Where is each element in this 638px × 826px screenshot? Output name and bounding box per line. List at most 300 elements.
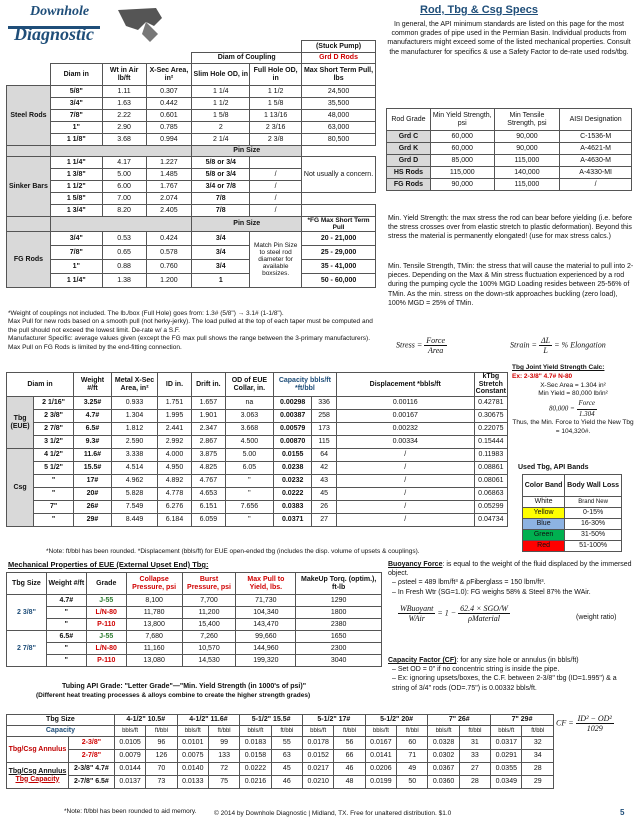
table-cell: 15,400 xyxy=(182,619,236,631)
table-cell: 63 xyxy=(271,750,302,763)
table-cell: 3/4" xyxy=(50,98,102,110)
rod-grade-table xyxy=(386,108,632,191)
table-cell: 11.6# xyxy=(73,449,111,462)
table-cell: 115,000 xyxy=(494,155,560,167)
rod-note: Manufacturer Specific: average values given (except the FG max pull shows the range between the 3-primary manufacturers). Max Pull on FG Rods is limited by the end-fitting connection. xyxy=(8,335,371,351)
table-cell: 5 1/2" xyxy=(34,462,74,475)
table-cell: 0.04734 xyxy=(474,514,507,527)
cap-sub-header: ft/bbl xyxy=(522,726,554,737)
table-cell: 3/4" xyxy=(50,232,102,246)
grade-note: Tubing API Grade: "Letter Grade"—"Min. Yield Strength (in 1000's of psi)" xyxy=(62,683,307,690)
cap-sub-header: bbls/ft xyxy=(114,726,145,737)
stretch-calc-lhs: 80,000 = xyxy=(549,404,575,413)
rod-header: Max Short Term Pull, lbs xyxy=(302,64,376,86)
table-cell: 0.42781 xyxy=(474,397,507,410)
page-title: Rod, Tbg & Csg Specs xyxy=(420,4,538,16)
pipe-type-label: Csg xyxy=(7,449,34,527)
table-cell: 2-3/8" xyxy=(68,737,114,750)
table-cell: " xyxy=(46,643,86,655)
table-cell: FG Rods xyxy=(387,179,431,191)
mech-table xyxy=(6,572,382,667)
stretch-area: 1.304 xyxy=(578,409,595,418)
table-cell: 90,000 xyxy=(494,131,560,143)
table-row xyxy=(387,143,632,155)
capacity-note: *Note: ft/bbl has been rounded to aid memory. xyxy=(64,808,197,815)
mech-header: Tbg Size xyxy=(7,573,47,595)
table-cell: 4.825 xyxy=(191,462,225,475)
api-bands-title: Used Tbg, API Bands xyxy=(518,464,589,471)
buoyancy-def: : is equal to the weight of the fluid displaced by the immersed object. xyxy=(388,561,632,578)
table-cell: 1650 xyxy=(296,631,382,643)
table-cell: 1290 xyxy=(296,595,382,607)
table-cell: 1 1/2" xyxy=(50,181,102,193)
table-cell: 0.0216 xyxy=(240,776,271,789)
rod-header: X-Sec Area, in² xyxy=(146,64,192,86)
table-cell: 31 xyxy=(459,737,490,750)
table-cell: 29# xyxy=(73,514,111,527)
table-row xyxy=(7,157,376,169)
table-cell: 0.30675 xyxy=(474,410,507,423)
tbg-header: Weight #/ft xyxy=(73,373,111,397)
table-row xyxy=(7,193,376,205)
table-cell: 0.760 xyxy=(146,260,192,274)
table-cell: 99,660 xyxy=(236,631,296,643)
table-row xyxy=(7,423,508,436)
table-cell: 26# xyxy=(73,501,111,514)
table-cell: 1.485 xyxy=(146,169,192,181)
table-cell: J-55 xyxy=(86,631,126,643)
cap-col-header: 4-1/2" 10.5# xyxy=(114,715,177,726)
table-cell: 1.901 xyxy=(191,410,225,423)
table-cell: 13,080 xyxy=(126,655,182,667)
table-cell: 63,000 xyxy=(302,122,376,134)
table-cell: 0.11983 xyxy=(474,449,507,462)
cap-col-header: 5-1/2" 15.5# xyxy=(240,715,303,726)
fg-rods-label: FG Rods xyxy=(7,232,51,288)
table-cell: 32 xyxy=(522,737,554,750)
table-cell: 1.767 xyxy=(146,181,192,193)
table-cell: 1 1/2 xyxy=(192,98,250,110)
table-cell: 199,320 xyxy=(236,655,296,667)
table-row xyxy=(7,246,376,260)
tbg-header: Drift in. xyxy=(191,373,225,397)
table-cell: 3/4 or 7/8 xyxy=(192,181,250,193)
table-cell: 17# xyxy=(73,475,111,488)
table-cell: 4.514 xyxy=(112,462,158,475)
table-row xyxy=(7,619,382,631)
cf-lhs: CF = xyxy=(556,718,574,728)
stuck-pump-label: (Stuck Pump) xyxy=(302,41,376,53)
table-cell: 0.00167 xyxy=(336,410,474,423)
cf-title: Capacity Factor (CF) xyxy=(388,657,457,664)
table-cell: 20 - 21,000 xyxy=(302,232,376,246)
table-cell: 2.441 xyxy=(158,423,192,436)
table-cell: L/N-80 xyxy=(86,643,126,655)
table-cell: 4.892 xyxy=(158,475,192,488)
tbg-size-label: 2 3/8" xyxy=(7,595,47,631)
table-cell: 0.53 xyxy=(102,232,146,246)
table-cell: 34 xyxy=(522,750,554,763)
table-cell: 90,000 xyxy=(494,143,560,155)
fg-max-note xyxy=(302,193,376,205)
coupling-header: Diam of Coupling xyxy=(192,53,302,64)
table-row xyxy=(7,475,508,488)
band-loss: Brand New xyxy=(565,497,622,508)
table-cell: 43 xyxy=(312,475,336,488)
table-cell: / xyxy=(336,501,474,514)
table-cell: " xyxy=(46,655,86,667)
tbg-size-label: 2 7/8" xyxy=(7,631,47,667)
mech-header: Burst Pressure, psi xyxy=(182,573,236,595)
yield-definition: Min. Yield Strength: the max stress the rod can bear before yielding (i.e. before the stress crosses over from elastic stretch to plastic deformation). Beyond this stress the material is permanently elongated! (use for max stress calcs.) xyxy=(388,215,632,241)
table-cell: 46 xyxy=(334,763,365,776)
table-cell: 1 5/8 xyxy=(250,98,302,110)
table-cell: 5.00 xyxy=(225,449,273,462)
table-cell: 1800 xyxy=(296,607,382,619)
table-cell: 0.0317 xyxy=(491,737,522,750)
table-cell: Grd K xyxy=(387,143,431,155)
table-cell: 35,500 xyxy=(302,98,376,110)
fg-match-note: Match Pin Size to steel rod diameter for available boxsizes. xyxy=(250,232,302,288)
cap-sub-header: bbls/ft xyxy=(303,726,334,737)
table-cell: 45 xyxy=(271,763,302,776)
cap-sub-header: ft/bbl xyxy=(271,726,302,737)
tbg-capacity-label-line: Tbg Capacity xyxy=(15,775,60,783)
table-cell: 11,200 xyxy=(182,607,236,619)
table-cell: 1.200 xyxy=(146,274,192,288)
tbg-header: OD of EUE Collar, in. xyxy=(225,373,273,397)
table-cell: Grd D xyxy=(387,155,431,167)
table-cell: 115,000 xyxy=(430,167,494,179)
table-cell: 4.7# xyxy=(46,595,86,607)
table-cell: 6.5# xyxy=(46,631,86,643)
cap-tbg-size: Tbg Size xyxy=(7,715,115,726)
table-cell: 0.0222 xyxy=(240,763,271,776)
table-cell: 0.05299 xyxy=(474,501,507,514)
cap-sub-header: bbls/ft xyxy=(240,726,271,737)
table-cell: 173 xyxy=(312,423,336,436)
table-cell: 46 xyxy=(271,776,302,789)
table-cell: 10,570 xyxy=(182,643,236,655)
table-cell: 7.00 xyxy=(102,193,146,205)
table-cell: 3.25# xyxy=(73,397,111,410)
table-cell: 0.0371 xyxy=(273,514,311,527)
rod-note: *Weight of couplings not included. The lb./box (Full Hole) goes from: 1.3# (5/8") → 3.1# (1-1/8"). xyxy=(8,310,284,317)
cap-col-header: 4-1/2" 11.6# xyxy=(177,715,240,726)
table-cell: " xyxy=(34,488,74,501)
table-cell: 1" xyxy=(50,260,102,274)
table-cell: 14,530 xyxy=(182,655,236,667)
table-cell: 2 3/16 xyxy=(250,122,302,134)
table-cell: 0.0238 xyxy=(273,462,311,475)
table-cell: / xyxy=(336,462,474,475)
grd-d-header: Grd D Rods xyxy=(302,53,376,64)
table-row xyxy=(523,508,622,519)
band-loss: 16-30% xyxy=(565,519,622,530)
band-color: Blue xyxy=(523,519,565,530)
table-row xyxy=(523,519,622,530)
table-cell: 2300 xyxy=(296,643,382,655)
tbg-csg-table xyxy=(6,372,508,527)
table-cell: 7/8 xyxy=(192,205,250,217)
table-cell: A-4330-MI xyxy=(560,167,632,179)
table-row xyxy=(7,98,376,110)
cf-line: – Ex: ignoring upsets/boxes, the C.F. between 2-3/8" tbg (ID=1.995") & a string of 3/4" rods (OD=.75") is 0.00332 bbls/ft. xyxy=(392,675,617,692)
table-cell: 27 xyxy=(312,514,336,527)
bands-header: Body Wall Loss xyxy=(565,475,622,497)
table-cell: 35 - 41,000 xyxy=(302,260,376,274)
rod-table xyxy=(6,40,376,288)
table-cell: 80,500 xyxy=(302,134,376,146)
table-cell: 60,000 xyxy=(430,143,494,155)
table-cell: 0.88 xyxy=(102,260,146,274)
table-cell: 11,780 xyxy=(126,607,182,619)
table-cell: 3.875 xyxy=(191,449,225,462)
table-cell: 1 3/4" xyxy=(50,205,102,217)
table-cell: 15.5# xyxy=(73,462,111,475)
table-cell: 7,700 xyxy=(182,595,236,607)
table-cell: 2 3/8 xyxy=(250,134,302,146)
table-cell: 0.0152 xyxy=(303,750,334,763)
table-cell: / xyxy=(250,205,302,217)
tbg-header: Diam in xyxy=(7,373,74,397)
logo-text-2: Diagnostic xyxy=(14,24,95,44)
table-cell: 1.304 xyxy=(112,410,158,423)
table-cell: 0.0105 xyxy=(114,737,145,750)
table-cell: A-4630-M xyxy=(560,155,632,167)
tbg-header: Capacity bbls/ft *ft/bbl xyxy=(273,373,336,397)
table-cell: 0.0133 xyxy=(177,776,208,789)
annulus-label-line: Tbg/Csg Annulus xyxy=(8,767,67,775)
table-cell: 7/8" xyxy=(50,110,102,122)
table-cell: 1.63 xyxy=(102,98,146,110)
table-cell: 0.0367 xyxy=(428,763,459,776)
table-cell: 1.11 xyxy=(102,86,146,98)
fg-max-header: *FG Max Short Term Pull xyxy=(302,217,376,232)
table-cell: 1 1/4 xyxy=(192,86,250,98)
table-cell: 60,000 xyxy=(430,131,494,143)
table-row xyxy=(7,462,508,475)
table-cell: / xyxy=(336,488,474,501)
table-row xyxy=(7,397,508,410)
cap-sub-header: ft/bbl xyxy=(334,726,365,737)
table-cell: 3040 xyxy=(296,655,382,667)
table-cell: 0.00387 xyxy=(273,410,311,423)
table-cell: 7/8 xyxy=(192,193,250,205)
cap-col-header: 5-1/2" 17# xyxy=(303,715,366,726)
table-cell: 28 xyxy=(459,776,490,789)
table-cell: 5.828 xyxy=(112,488,158,501)
buoyancy-block xyxy=(388,560,634,597)
table-cell: 4.778 xyxy=(158,488,192,501)
pin-size-header: Pin Size xyxy=(192,146,302,157)
table-cell: 72 xyxy=(208,763,239,776)
tbg-note: *Note: ft/bbl has been rounded. *Displacement (bbls/ft) for EUE open-ended tbg (includes the disp. volume of upsets & couplings). xyxy=(46,548,420,555)
table-row xyxy=(7,110,376,122)
buoyancy-ratio: (weight ratio) xyxy=(576,614,617,621)
capacity-table xyxy=(6,714,554,789)
table-cell: 0.0155 xyxy=(273,449,311,462)
cf-den: 1029 xyxy=(586,724,603,733)
table-row xyxy=(7,86,376,98)
table-cell: 3.338 xyxy=(112,449,158,462)
mech-title: Mechanical Properties of EUE (External Upset End) Tbg: xyxy=(8,560,209,569)
stretch-title: Tbg Joint Yield Strength Calc: xyxy=(512,364,605,371)
cf-num: ID² − OD² xyxy=(577,714,612,723)
table-cell: 1 1/4" xyxy=(50,157,102,169)
buoyancy-line: – ρsteel = 489 lbm/ft³ & ρFiberglass = 150 lbm/ft³. xyxy=(392,579,546,587)
table-cell: 0.0206 xyxy=(365,763,396,776)
table-cell: 5/8" xyxy=(50,86,102,98)
table-cell: 3/4 xyxy=(192,232,250,246)
table-row xyxy=(7,260,376,274)
tensile-definition: Min. Tensile Strength, TMin: the stress that will cause the material to pull into 2-pieces. Depending on the Max & Min stress fluctuation experienced by a rod during the pumping cycle the 100% MGD Loading resides between 25-56% of TMin. As the min. stress on the down-stk approaches buckling (zero load), 100% MGD = 25% of TMin. xyxy=(388,263,634,307)
table-cell: 7.656 xyxy=(225,501,273,514)
table-row xyxy=(7,750,554,763)
table-cell: " xyxy=(225,514,273,527)
table-cell: 133 xyxy=(208,750,239,763)
cap-sub-header: bbls/ft xyxy=(428,726,459,737)
table-cell: 3.68 xyxy=(102,134,146,146)
table-cell: 0.0079 xyxy=(114,750,145,763)
table-cell: 2.074 xyxy=(146,193,192,205)
table-cell: 3.668 xyxy=(225,423,273,436)
table-cell: 2380 xyxy=(296,619,382,631)
table-cell: 0.08861 xyxy=(474,462,507,475)
table-cell: na xyxy=(225,397,273,410)
table-cell: 126 xyxy=(146,750,177,763)
annulus-label: Tbg/Csg Annulus xyxy=(7,737,69,763)
table-row xyxy=(387,131,632,143)
table-row xyxy=(7,514,508,527)
band-loss: 0-15% xyxy=(565,508,622,519)
table-cell: 336 xyxy=(312,397,336,410)
stretch-minyield: Min Yield = 80,000 lb/in² xyxy=(538,390,608,398)
table-cell: 0.0199 xyxy=(365,776,396,789)
table-cell: 140,000 xyxy=(494,167,560,179)
table-cell: 71 xyxy=(397,750,428,763)
table-cell: L/N-80 xyxy=(86,607,126,619)
table-row xyxy=(7,488,508,501)
buoyancy-den: ρMaterial xyxy=(468,614,500,623)
table-cell: 99 xyxy=(208,737,239,750)
strain-num: ΔL xyxy=(540,336,551,345)
table-cell: 1.812 xyxy=(112,423,158,436)
table-cell: 2.405 xyxy=(146,205,192,217)
table-cell: 70 xyxy=(146,763,177,776)
table-cell: 6.059 xyxy=(191,514,225,527)
table-cell: 4.767 xyxy=(191,475,225,488)
table-cell: 48,000 xyxy=(302,110,376,122)
table-cell: 1 xyxy=(192,274,250,288)
cap-sub-header: ft/bbl xyxy=(208,726,239,737)
table-cell: 0.0140 xyxy=(177,763,208,776)
table-row xyxy=(523,541,622,552)
table-cell: 0.0075 xyxy=(177,750,208,763)
table-cell: 6.151 xyxy=(191,501,225,514)
table-cell: 6.276 xyxy=(158,501,192,514)
table-cell: 0.442 xyxy=(146,98,192,110)
table-row xyxy=(387,155,632,167)
table-cell: 0.00298 xyxy=(273,397,311,410)
table-cell: / xyxy=(560,179,632,191)
table-row xyxy=(7,501,508,514)
table-cell: 143,470 xyxy=(236,619,296,631)
table-cell: 49 xyxy=(397,763,428,776)
table-cell: 28 xyxy=(522,763,554,776)
table-cell: 4 1/2" xyxy=(34,449,74,462)
table-cell: 1 1/8" xyxy=(50,134,102,146)
table-row xyxy=(7,631,382,643)
table-cell: 8.20 xyxy=(102,205,146,217)
table-cell: 1 13/16 xyxy=(250,110,302,122)
table-cell: 1.657 xyxy=(191,397,225,410)
table-cell: 0.00870 xyxy=(273,436,311,449)
intro-text: In general, the API minimum standards are listed on this page for the most common grades of pipe used in the Permian Basin. Individual products from manufacturers might exceed some of the listed mechanical properties. Consult the manufacturer for specifics & use a Safety Factor to de-rate used rods/tbg. xyxy=(387,21,631,56)
band-loss: 31-50% xyxy=(565,530,622,541)
table-cell: 0.0232 xyxy=(273,475,311,488)
table-row xyxy=(7,274,376,288)
table-cell: 13,800 xyxy=(126,619,182,631)
table-cell: 0.15444 xyxy=(474,436,507,449)
table-cell: 4.500 xyxy=(225,436,273,449)
table-cell: " xyxy=(225,488,273,501)
table-cell: 0.0167 xyxy=(365,737,396,750)
table-row xyxy=(523,530,622,541)
table-cell: 7,260 xyxy=(182,631,236,643)
table-cell: 0.65 xyxy=(102,246,146,260)
table-cell: 2.347 xyxy=(191,423,225,436)
table-cell: 0.0355 xyxy=(491,763,522,776)
table-cell: 11,160 xyxy=(126,643,182,655)
table-cell: A-4621-M xyxy=(560,143,632,155)
table-cell xyxy=(250,157,302,169)
cap-sub-header: bbls/ft xyxy=(177,726,208,737)
rod-header: Full Hole OD, in xyxy=(250,64,302,86)
table-cell: 1 3/8" xyxy=(50,169,102,181)
table-cell: 0.00232 xyxy=(336,423,474,436)
buoyancy-wb: WBuoyant xyxy=(400,604,434,613)
cap-sub-header: bbls/ft xyxy=(491,726,522,737)
table-cell: 0.0210 xyxy=(303,776,334,789)
table-cell: 0.08061 xyxy=(474,475,507,488)
table-cell: 50 - 60,000 xyxy=(302,274,376,288)
table-cell: " xyxy=(46,607,86,619)
table-cell: 4.7# xyxy=(73,410,111,423)
mech-header: MakeUp Torq. (optim.), ft-lb xyxy=(296,573,382,595)
table-cell: 2 1/16" xyxy=(34,397,74,410)
stress-num: Force xyxy=(426,336,446,345)
table-cell: 0.578 xyxy=(146,246,192,260)
table-cell: / xyxy=(336,475,474,488)
table-cell: 0.0137 xyxy=(114,776,145,789)
grade-note-2: (Different heat treating processes & alloys combine to create the higher strength grades) xyxy=(36,692,311,699)
table-cell: 115,000 xyxy=(494,179,560,191)
table-row xyxy=(387,179,632,191)
cap-capacity-label: Capacity xyxy=(7,726,115,737)
table-cell: 9.3# xyxy=(73,436,111,449)
table-cell: 1.227 xyxy=(146,157,192,169)
table-cell: 0.0217 xyxy=(303,763,334,776)
table-cell: 0.00334 xyxy=(336,436,474,449)
table-cell: 258 xyxy=(312,410,336,423)
table-cell: 3/4 xyxy=(192,260,250,274)
table-cell: 1 5/8" xyxy=(50,193,102,205)
mech-header: Max Pull to Yield, lbs. xyxy=(236,573,296,595)
table-cell: 48 xyxy=(334,776,365,789)
table-cell: / xyxy=(336,514,474,527)
table-cell: 4.653 xyxy=(191,488,225,501)
